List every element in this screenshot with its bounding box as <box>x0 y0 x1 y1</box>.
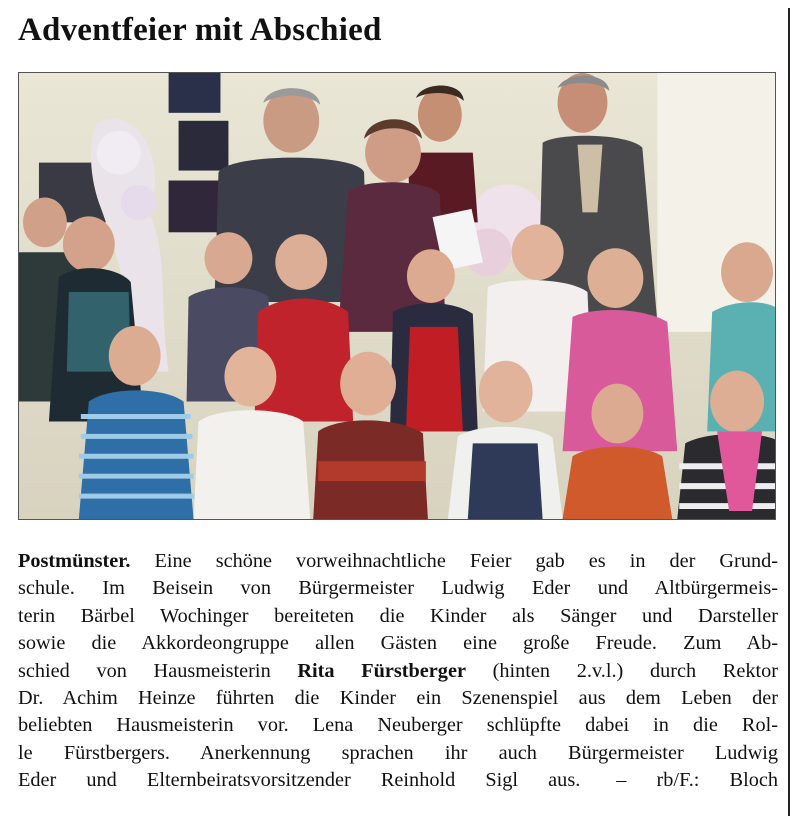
caption-line-8: le Fürstbergers. Anerkennung sprachen ihr auch Bürgermeister Ludwig <box>18 741 778 764</box>
caption-dateline: Postmünster. <box>18 550 131 572</box>
caption-line-7: beliebten Hausmeisterin vor. Lena Neuberger schlüpfte dabei in die Rol- <box>18 714 778 737</box>
article-photo <box>18 72 776 520</box>
caption-line-6: Dr. Achim Heinze führten die Kinder ein Szenenspiel aus dem Leben der <box>18 687 778 710</box>
photo-caption <box>18 548 778 795</box>
caption-line-1: Postmünster. Eine schöne vorweihnachtliche Feier gab es in der Grund- <box>18 550 778 572</box>
caption-line-9: Eder und Elternbeiratsvorsitzender Reinhold Sigl aus. – rb/F.: Bloch <box>18 769 778 792</box>
group-photo-illustration <box>19 73 775 519</box>
caption-line-4: sowie die Akkordeongruppe allen Gästen eine große Freude. Zum Ab- <box>18 632 778 655</box>
column-rule <box>788 8 790 816</box>
caption-line-5: schied von Hausmeisterin Rita Fürstberger (hinten 2.v.l.) durch Rektor <box>18 659 778 682</box>
caption-line-2: schule. Im Beisein von Bürgermeister Ludwig Eder und Altbürgermeis- <box>18 577 778 600</box>
caption-line-3: terin Bärbel Wochinger bereiteten die Kinder als Sänger und Darsteller <box>18 604 778 627</box>
photo-credit: – rb/F.: Bloch <box>616 769 778 792</box>
caption-name-highlight: Rita Fürstberger <box>297 659 466 682</box>
article-headline: Adventfeier mit Abschied <box>18 12 382 48</box>
